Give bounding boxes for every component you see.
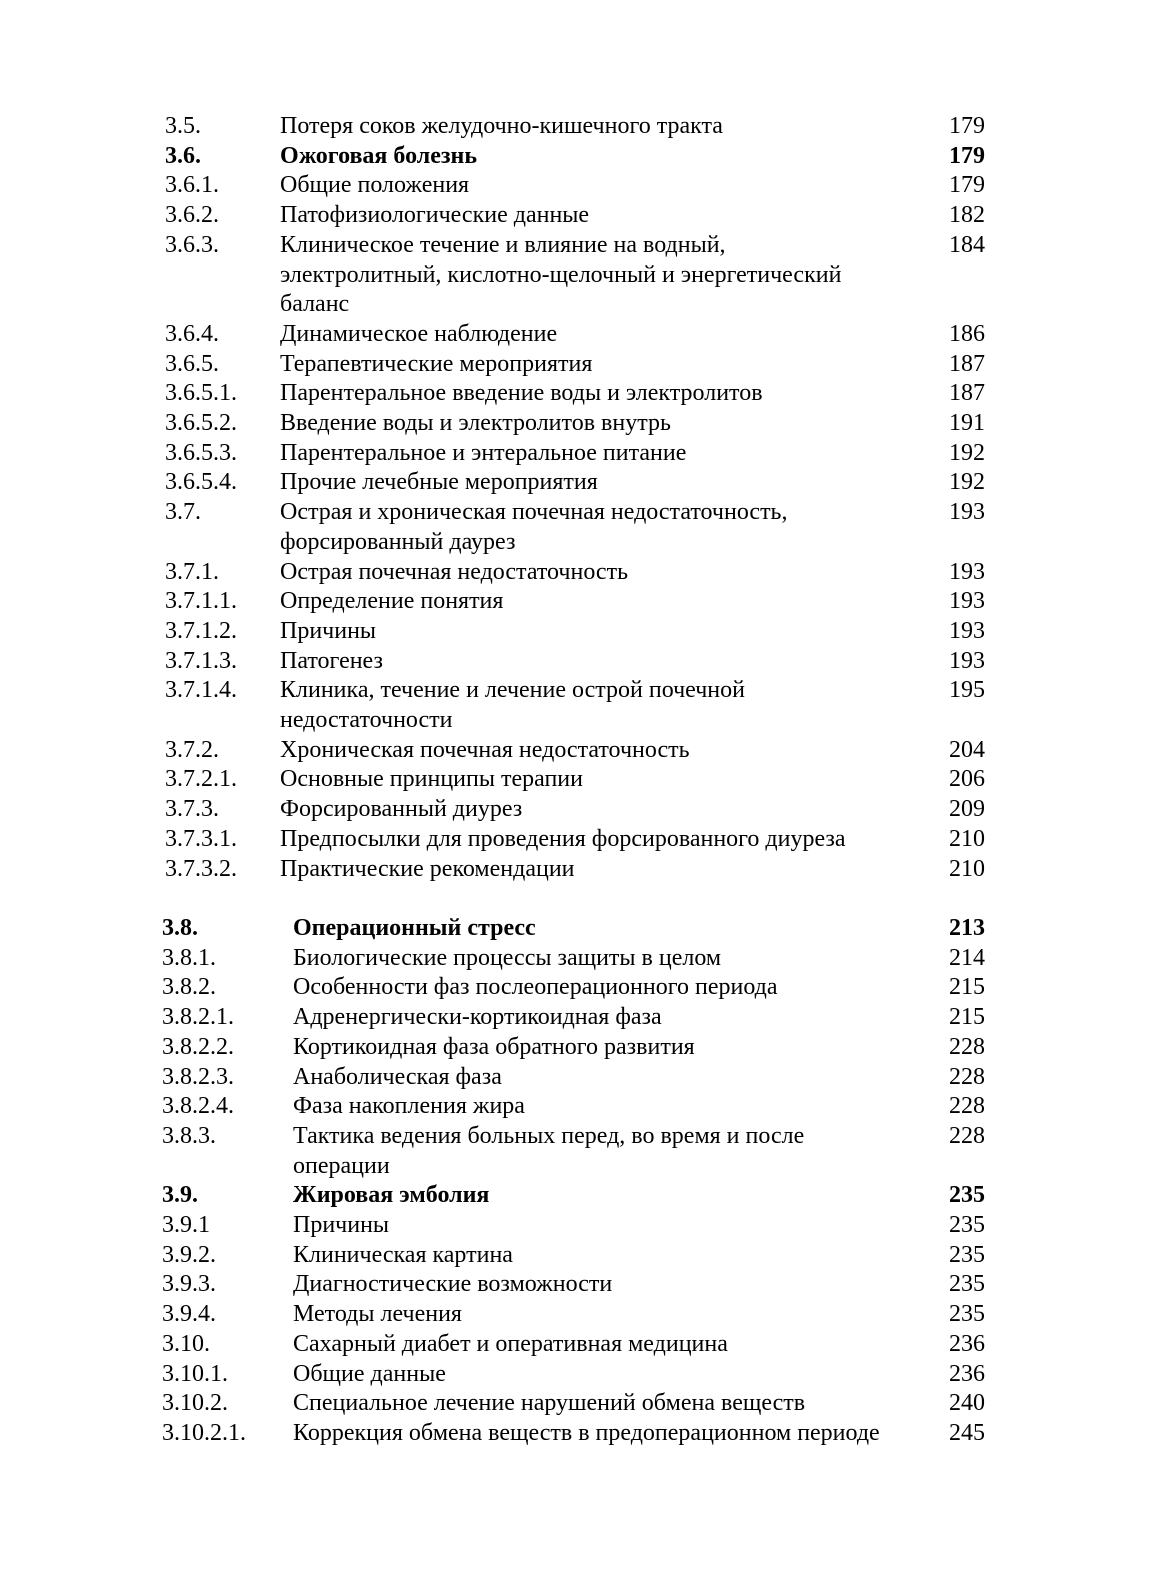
page-number: 214 <box>949 944 985 971</box>
page-number: 204 <box>949 736 985 763</box>
page-number: 235 <box>949 1241 985 1268</box>
section-number: 3.10. <box>162 1330 210 1357</box>
section-number: 3.7.1.2. <box>165 617 237 644</box>
toc-entry <box>0 765 1163 795</box>
toc-entry <box>0 1211 1163 1241</box>
section-number: 3.9.1 <box>162 1212 210 1239</box>
page-number: 235 <box>949 1271 985 1298</box>
page-number: 210 <box>949 855 985 882</box>
section-title: Патогенез <box>280 647 383 674</box>
toc-entry <box>0 944 1163 974</box>
toc-entry <box>0 112 1163 142</box>
section-title: Методы лечения <box>293 1301 462 1328</box>
section-title: Сахарный диабет и оперативная медицина <box>293 1330 728 1357</box>
section-number: 3.6.5.2. <box>165 410 237 437</box>
section-title: Динамическое наблюдение <box>280 320 558 347</box>
section-number: 3.6.5. <box>165 350 219 377</box>
page-number: 235 <box>949 1182 985 1209</box>
section-title: Операционный стресс <box>293 915 536 941</box>
section-title: Особенности фаз послеоперационного периода <box>293 974 778 1001</box>
page-number: 193 <box>949 499 985 526</box>
section-number: 3.7.1. <box>165 558 219 585</box>
section-title: Клиника, течение и лечение острой почечной недостаточности <box>280 677 745 734</box>
section-title: Введение воды и электролитов внутрь <box>280 410 671 437</box>
page-number: 228 <box>949 1122 985 1149</box>
toc-entry <box>0 587 1163 617</box>
section-title: Парентеральное введение воды и электролитов <box>280 380 763 407</box>
page-number: 236 <box>949 1330 985 1357</box>
toc-entry <box>0 914 1163 944</box>
page-number: 179 <box>949 113 985 139</box>
toc-entry <box>0 171 1163 201</box>
section-title: Прочие лечебные мероприятия <box>280 469 598 496</box>
toc-entry <box>0 855 1163 885</box>
section-number: 3.6.1. <box>165 172 219 199</box>
page-number: 195 <box>949 677 985 704</box>
page-number: 187 <box>949 350 985 377</box>
page-number: 215 <box>949 1004 985 1031</box>
page-number: 193 <box>949 647 985 674</box>
toc-entry <box>0 1033 1163 1063</box>
page-number: 235 <box>949 1212 985 1239</box>
toc-entry <box>0 647 1163 677</box>
page-number: 179 <box>949 142 985 169</box>
section-number: 3.8.2.1. <box>162 1004 234 1031</box>
page-number: 228 <box>949 1093 985 1120</box>
section-title: Общие данные <box>293 1360 446 1387</box>
page-number: 186 <box>949 320 985 347</box>
section-title: Клиническое течение и влияние на водный, электролитный, кислотно-щелочный и энергетический баланс <box>280 231 842 318</box>
section-title: Острая и хроническая почечная недостаточность, форсированный даурез <box>280 499 788 555</box>
section-number: 3.7.1.4. <box>165 677 237 704</box>
toc-entry <box>0 201 1163 231</box>
section-title: Тактика ведения больных перед, во время и после операции <box>293 1122 805 1179</box>
section-title: Парентеральное и энтеральное питание <box>280 439 687 466</box>
toc-entry <box>0 439 1163 469</box>
section-number: 3.10.1. <box>162 1360 228 1387</box>
section-title: Причины <box>293 1212 390 1239</box>
page-number: 213 <box>949 915 985 941</box>
section-title: Хроническая почечная недостаточность <box>280 736 690 763</box>
section-number: 3.7.2. <box>165 736 219 763</box>
section-number: 3.10.2.1. <box>162 1419 246 1446</box>
toc-entry <box>0 736 1163 766</box>
section-number: 3.7. <box>165 499 201 526</box>
section-title: Биологические процессы защиты в целом <box>293 944 722 971</box>
section-title: Терапевтические мероприятия <box>280 350 593 377</box>
page-number: 193 <box>949 558 985 585</box>
toc-entry <box>0 320 1163 350</box>
section-number: 3.8.2. <box>162 974 216 1001</box>
toc-entry <box>0 558 1163 588</box>
section-number: 3.8. <box>162 915 198 941</box>
toc-entry <box>0 142 1163 172</box>
toc-entry <box>0 795 1163 825</box>
section-title: Острая почечная недостаточность <box>280 558 629 585</box>
section-title: Адренергически-кортикоидная фаза <box>293 1004 662 1031</box>
toc-entry <box>0 1360 1163 1390</box>
toc-entry <box>0 825 1163 855</box>
section-number: 3.5. <box>165 113 201 139</box>
toc-entry <box>0 379 1163 409</box>
section-title: Кортикоидная фаза обратного развития <box>293 1033 695 1060</box>
toc-entry <box>0 1330 1163 1360</box>
section-number: 3.7.3.1. <box>165 825 237 852</box>
toc-block-1 <box>0 112 1163 884</box>
toc-entry <box>0 1419 1163 1449</box>
page-number: 179 <box>949 172 985 199</box>
toc-entry <box>0 1063 1163 1093</box>
section-number: 3.9.4. <box>162 1301 216 1328</box>
page-number: 236 <box>949 1360 985 1387</box>
page-number: 228 <box>949 1033 985 1060</box>
section-title: Основные принципы терапии <box>280 766 583 793</box>
section-title: Коррекция обмена веществ в предоперационном периоде <box>293 1419 880 1446</box>
section-title: Причины <box>280 617 377 644</box>
section-number: 3.8.3. <box>162 1122 216 1149</box>
page-number: 228 <box>949 1063 985 1090</box>
section-number: 3.7.2.1. <box>165 766 237 793</box>
section-number: 3.7.3.2. <box>165 855 237 882</box>
section-title: Практические рекомендации <box>280 855 575 882</box>
section-number: 3.9.3. <box>162 1271 216 1298</box>
section-title: Предпосылки для проведения форсированного диуреза <box>280 825 846 852</box>
section-title: Жировая эмболия <box>293 1182 490 1209</box>
page-number: 210 <box>949 825 985 852</box>
toc-entry <box>0 1092 1163 1122</box>
section-title: Определение понятия <box>280 588 504 615</box>
section-number: 3.6.3. <box>165 231 219 258</box>
section-title: Потеря соков желудочно-кишечного тракта <box>280 113 723 139</box>
toc-entry <box>0 1270 1163 1300</box>
page-number: 235 <box>949 1301 985 1328</box>
section-number: 3.9.2. <box>162 1241 216 1268</box>
section-number: 3.7.3. <box>165 796 219 823</box>
page-number: 206 <box>949 766 985 793</box>
section-title: Ожоговая болезнь <box>280 142 478 169</box>
section-title: Клиническая картина <box>293 1241 513 1268</box>
page-number: 187 <box>949 380 985 407</box>
toc-entry <box>0 1181 1163 1211</box>
page-number: 245 <box>949 1419 985 1446</box>
section-number: 3.6.5.3. <box>165 439 237 466</box>
page-number: 240 <box>949 1390 985 1417</box>
section-title: Форсированный диурез <box>280 796 523 823</box>
section-number: 3.7.1.3. <box>165 647 237 674</box>
toc-entry <box>0 1389 1163 1419</box>
toc-entry <box>0 676 1163 735</box>
section-title: Патофизиологические данные <box>280 202 590 229</box>
section-number: 3.9. <box>162 1182 198 1209</box>
page-number: 192 <box>949 469 985 496</box>
section-number: 3.8.2.3. <box>162 1063 234 1090</box>
page-number: 193 <box>949 617 985 644</box>
section-number: 3.8.2.4. <box>162 1093 234 1120</box>
toc-entry <box>0 409 1163 439</box>
section-title: Специальное лечение нарушений обмена веществ <box>293 1390 806 1417</box>
toc-entry <box>0 1241 1163 1271</box>
section-number: 3.7.1.1. <box>165 588 237 615</box>
section-number: 3.8.2.2. <box>162 1033 234 1060</box>
section-title: Общие положения <box>280 172 470 199</box>
section-number: 3.6.4. <box>165 320 219 347</box>
toc-entry <box>0 350 1163 380</box>
toc-entry <box>0 468 1163 498</box>
page-number: 182 <box>949 202 985 229</box>
section-number: 3.6.5.1. <box>165 380 237 407</box>
section-number: 3.8.1. <box>162 944 216 971</box>
toc-entry <box>0 1300 1163 1330</box>
section-number: 3.6.5.4. <box>165 469 237 496</box>
page-number: 193 <box>949 588 985 615</box>
toc-entry <box>0 498 1163 557</box>
page-number: 191 <box>949 410 985 437</box>
section-title: Диагностические возможности <box>293 1271 613 1298</box>
section-number: 3.6.2. <box>165 202 219 229</box>
toc-entry <box>0 1003 1163 1033</box>
toc-entry <box>0 1122 1163 1181</box>
section-title: Фаза накопления жира <box>293 1093 525 1120</box>
toc-entry <box>0 231 1163 320</box>
page-number: 215 <box>949 974 985 1001</box>
toc-entry <box>0 973 1163 1003</box>
page-number: 184 <box>949 231 985 258</box>
section-title: Анаболическая фаза <box>293 1063 502 1090</box>
page-number: 209 <box>949 796 985 823</box>
toc-entry <box>0 617 1163 647</box>
section-number: 3.10.2. <box>162 1390 228 1417</box>
section-number: 3.6. <box>165 142 201 169</box>
page-number: 192 <box>949 439 985 466</box>
toc-block-2 <box>0 914 1163 1449</box>
